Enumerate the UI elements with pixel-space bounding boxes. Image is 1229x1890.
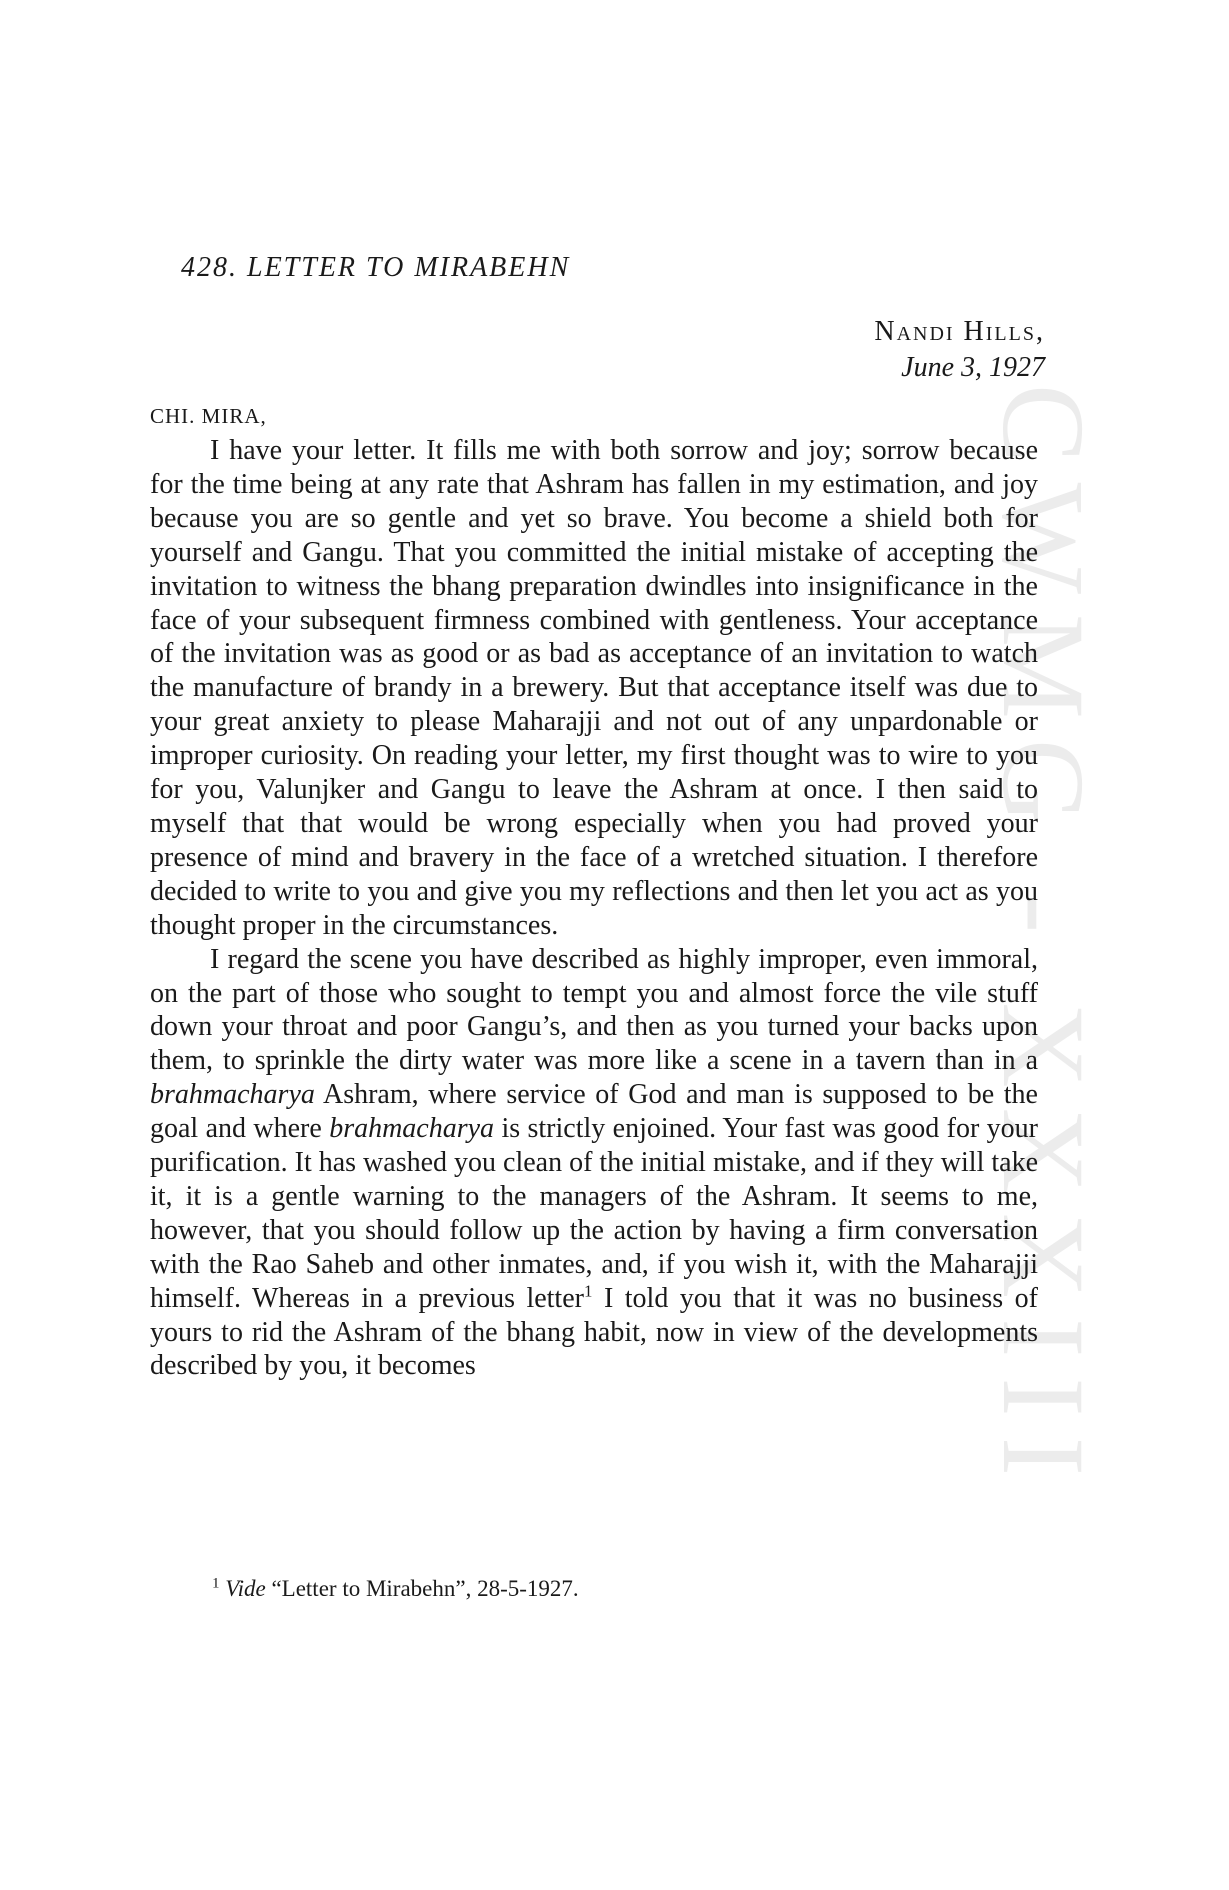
letter-body [150, 434, 1038, 1383]
footnote-italic: Vide [225, 1576, 266, 1601]
paragraph-1: I have your letter. It fills me with both sorrow and joy; sorrow because for the time being at any rate that Ashram has fallen in my estimation, and joy because you are so gentle and yet so brave. You become a shield both for yourself and Gangu. That you committed the initial mistake of accepting the invitation to witness the bhang preparation dwindles into insignificance in the face of your subsequent firmness combined with gentleness. Your acceptance of the invitation was as good or as bad as acceptance of an invitation to watch the manufacture of brandy in a brewery. But that acceptance itself was due to your great anxiety to please Maharajji and not out of any unpardonable or improper curiosity. On reading your letter, my first thought was to wire to you for you, Valunjker and Gangu to leave the Ashram at once. I then said to myself that that would be wrong especially when you had proved your presence of mind and bravery in the face of a wretched situation. I therefore decided to write to you and give you my reflections and then let you act as you thought proper in the circumstances. [150, 435, 1038, 941]
paragraph-2 [150, 943, 1038, 1384]
footnote-text: “Letter to Mirabehn”, 28-5-1927. [271, 1576, 579, 1601]
italic-term: brahmacharya [150, 1079, 315, 1111]
footnote-reference[interactable]: 1 [583, 1281, 593, 1301]
paragraph-2-text-2: Ashram, where service of God and man is supposed to be the goal and where [150, 1079, 1038, 1145]
italic-term: brahmacharya [329, 1113, 495, 1145]
paragraph-2-text-4: I told you that it was no business of yours to rid the Ashram of the bhang habit, now in view of the developments described by you, it becomes [150, 1282, 1038, 1382]
paragraph-2-text-3: is strictly enjoined. Your fast was good for your purification. It has washed you clean of the initial mistake, and if they will take it, it is a gentle warning to the managers of the Ashram. It seems to me, however, that you should follow up the action by having a firm conversation with the Rao Saheb and other inmates, and, if you wish it, with the Maharajji himself. Whereas in a previous letter [150, 1113, 1038, 1314]
paragraph-2-text-1: I regard the scene you have described as highly improper, even immoral, on the part of those who sought to tempt you and almost force the vile stuff down your throat and poor Gangu’s, and then as you turned your backs upon them, to sprinkle the dirty water was more like a scene in a tavern than in a [150, 943, 1038, 1077]
salutation: CHI. MIRA, [150, 404, 267, 428]
footnote-marker: 1 [212, 1575, 220, 1592]
letter-place: Nandi Hills, [874, 316, 1045, 347]
letter-heading: 428. LETTER TO MIRABEHN [181, 252, 571, 283]
letter-date: June 3, 1927 [901, 352, 1045, 383]
watermark-text: CWMG - XXXIII [978, 383, 1110, 1497]
footnote [212, 1576, 579, 1602]
